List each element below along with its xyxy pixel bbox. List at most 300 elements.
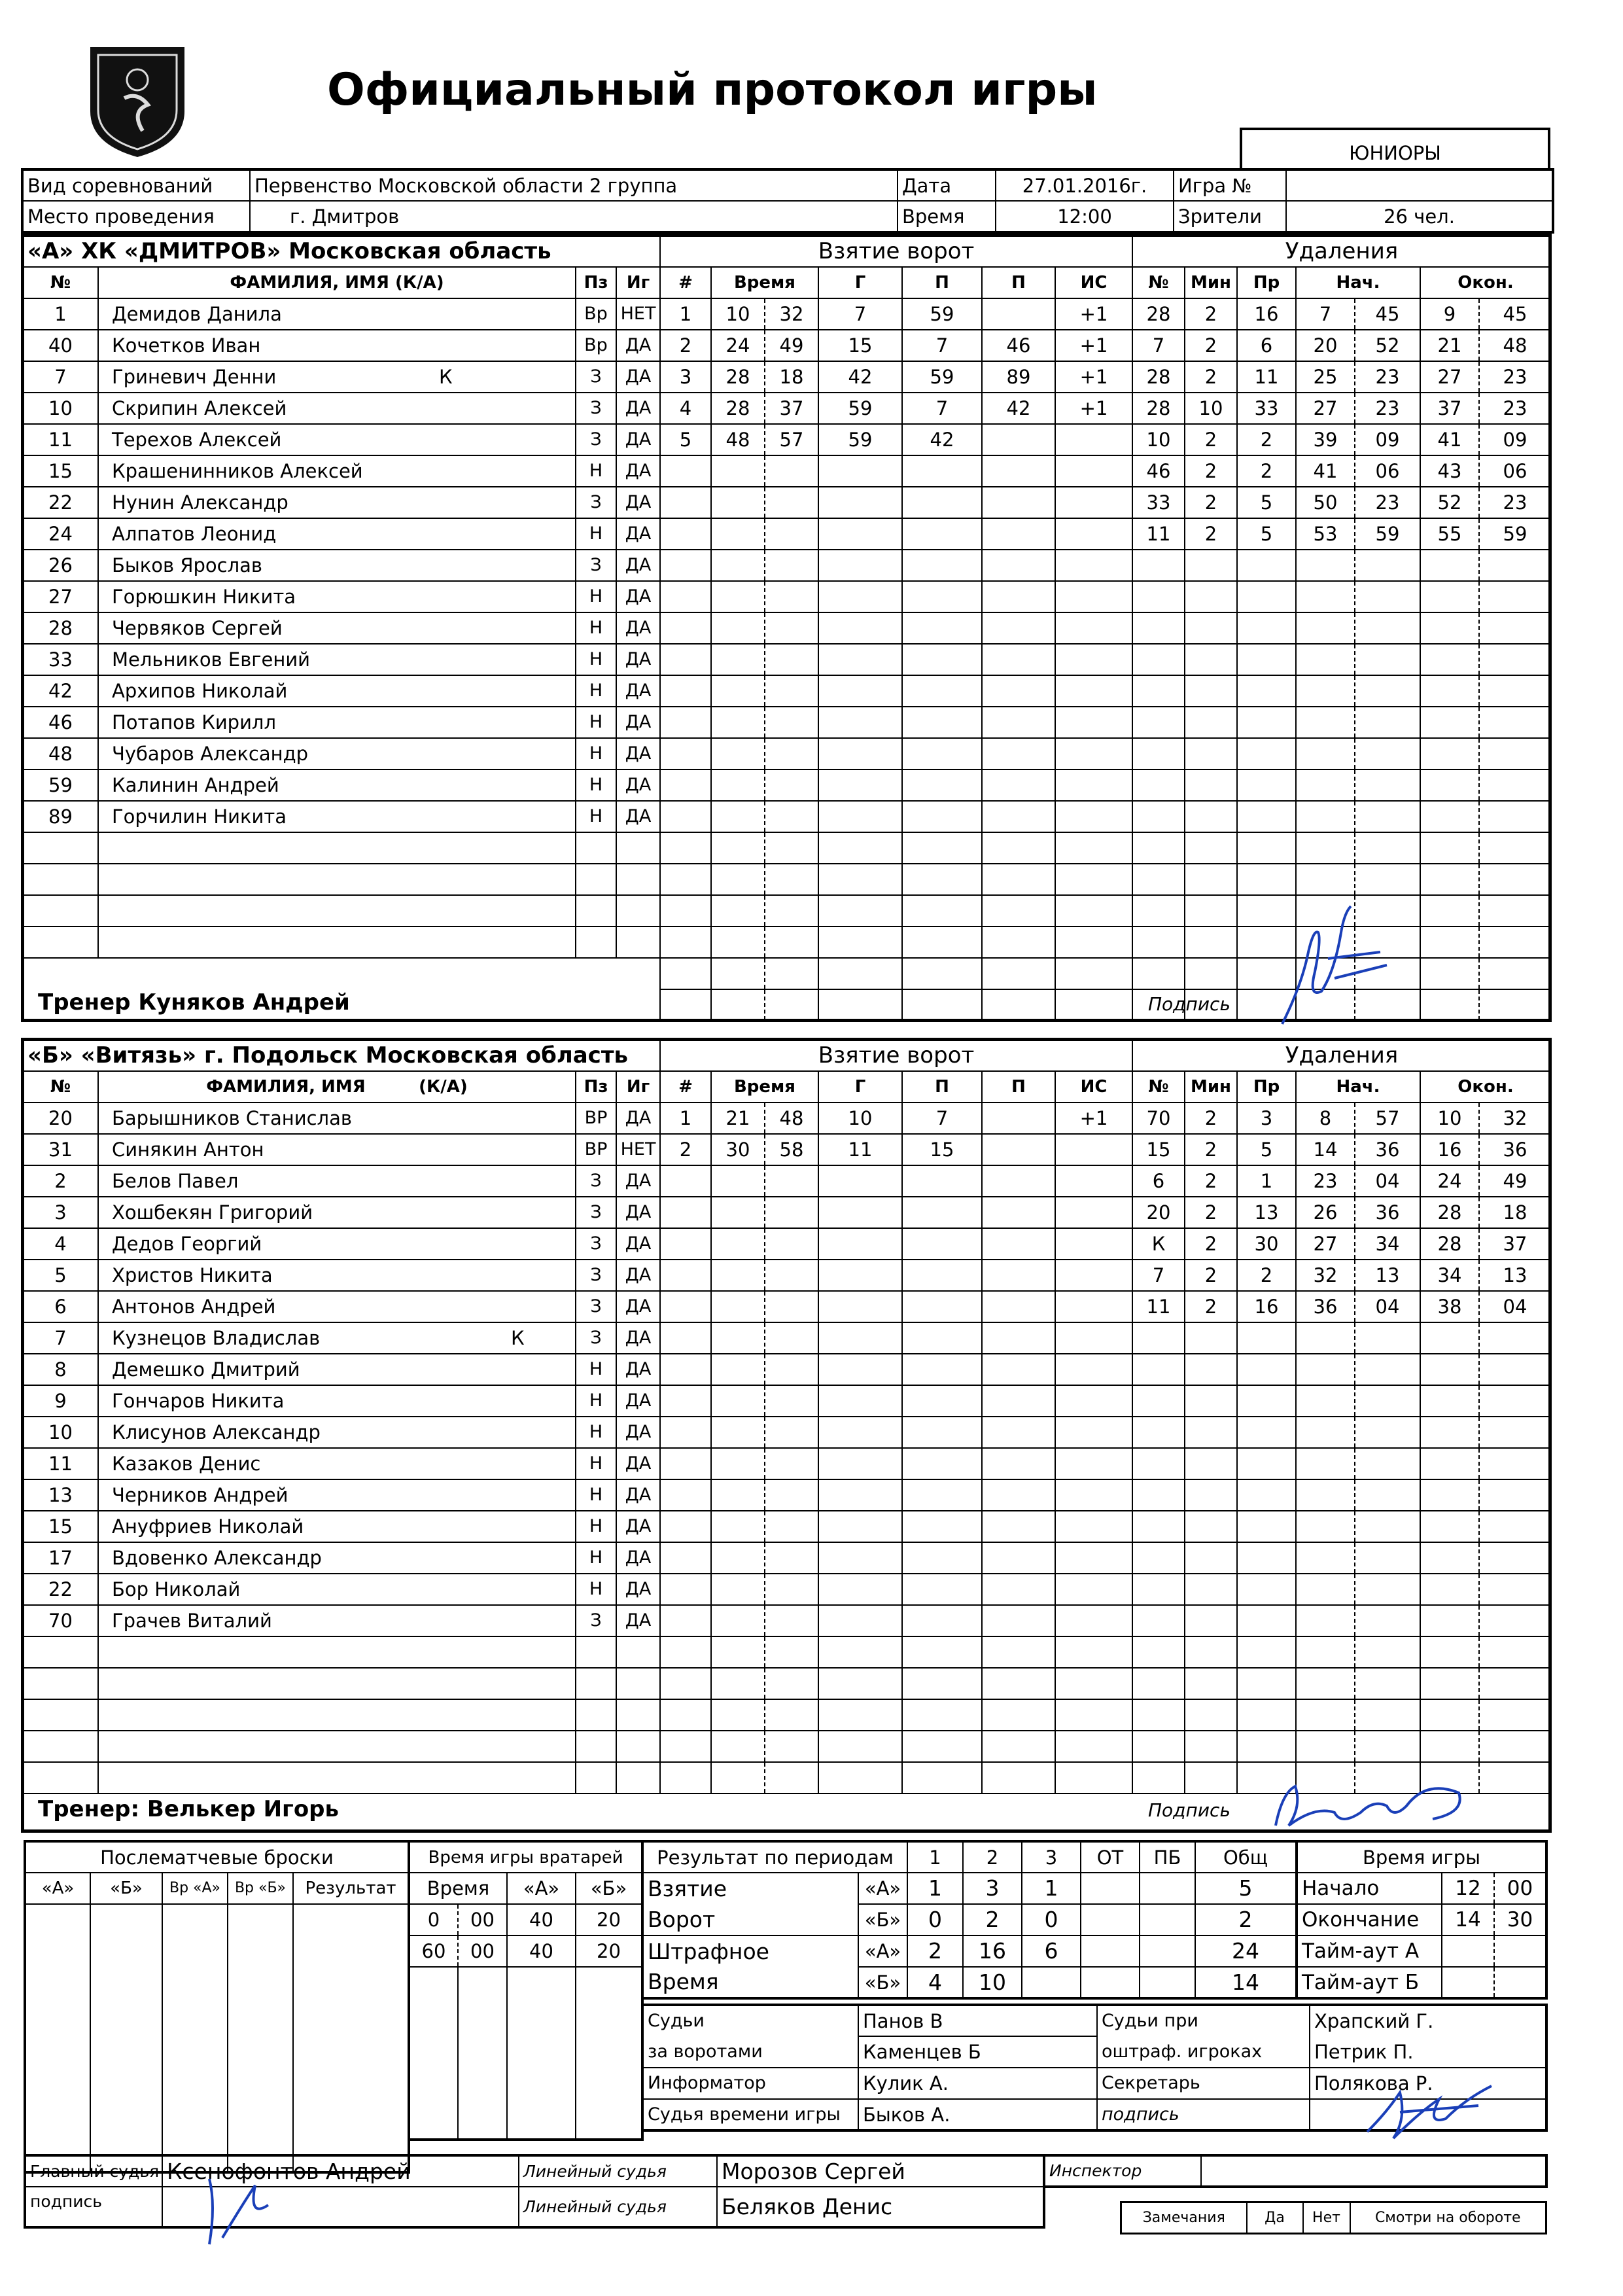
penalty-end-sec — [1479, 550, 1551, 581]
penalty-player: 7 — [1132, 1260, 1185, 1291]
penalty-end-sec: 04 — [1479, 1291, 1551, 1322]
table-row — [660, 769, 1132, 801]
penalty-player: 28 — [1132, 393, 1185, 424]
table-row — [1132, 1479, 1551, 1511]
penalty-player — [1132, 581, 1185, 612]
game-no-label: Игра № — [1174, 169, 1286, 201]
goal-assist-2 — [982, 1448, 1055, 1479]
goal-minute — [711, 1731, 765, 1762]
linesman-1-label: Линейный судья — [519, 2155, 717, 2187]
table-row — [1132, 1542, 1551, 1574]
game-no-value — [1286, 169, 1553, 201]
player-played — [616, 1731, 660, 1762]
penalty-end-min: 10 — [1420, 1103, 1479, 1134]
goal-assist-2 — [982, 1636, 1055, 1668]
player-position: Н — [576, 1354, 616, 1385]
penalty-end-sec: 09 — [1479, 424, 1551, 455]
goal-scorer — [818, 1731, 902, 1762]
goal-minute — [711, 738, 765, 769]
table-row — [23, 707, 660, 738]
player-number: 6 — [23, 1291, 98, 1322]
penalty-player — [1132, 1699, 1185, 1731]
table-row — [23, 644, 660, 675]
table-row — [23, 330, 660, 361]
pim-a-total: 24 — [1195, 1935, 1297, 1967]
penalty-reason: 13 — [1237, 1197, 1296, 1228]
page-title: Официальный протокол игры — [327, 64, 1098, 116]
goal-assist-2 — [982, 1417, 1055, 1448]
player-name-text: Червяков Сергей — [112, 617, 283, 639]
game-start-h: 12 — [1442, 1873, 1494, 1904]
goal-second — [765, 1260, 818, 1291]
player-position: З — [576, 393, 616, 424]
pim-a-so — [1140, 1935, 1195, 1967]
player-played — [616, 927, 660, 958]
penalty-start-min: 20 — [1296, 330, 1355, 361]
penalty-end-sec — [1479, 1574, 1551, 1605]
penalty-player: 11 — [1132, 518, 1185, 550]
goal-assist-2 — [982, 864, 1055, 895]
player-number: 5 — [23, 1260, 98, 1291]
player-played: ДА — [616, 1605, 660, 1636]
goal-situation — [1055, 1134, 1132, 1165]
goal-scorer: 7 — [818, 298, 902, 330]
player-name — [98, 1291, 576, 1322]
player-name-text: Бор Николай — [112, 1578, 241, 1600]
goal-assist-1 — [902, 1511, 982, 1542]
table-row — [660, 1291, 1132, 1322]
penalty-judge-2: Петрик П. — [1310, 2036, 1546, 2068]
player-name-text: Мельников Евгений — [112, 648, 311, 671]
goal-number — [660, 1574, 711, 1605]
player-played: ДА — [616, 644, 660, 675]
goal-assist-1 — [902, 550, 982, 581]
player-position: З — [576, 1322, 616, 1354]
pim-b-p3 — [1022, 1967, 1081, 1998]
goal-assist-2 — [982, 1103, 1055, 1134]
goal-situation — [1055, 1668, 1132, 1699]
periods-table — [641, 1840, 1298, 2000]
pim-b-label: «Б» — [858, 1967, 907, 1998]
penalty-end-sec — [1479, 1731, 1551, 1762]
penalty-start-min — [1296, 1699, 1355, 1731]
goal-second — [765, 864, 818, 895]
table-row — [1132, 612, 1551, 644]
goal-second — [765, 895, 818, 927]
period-col-1: 1 — [907, 1841, 963, 1873]
table-row — [1132, 738, 1551, 769]
goal-scorer — [818, 864, 902, 895]
goal-second — [765, 1385, 818, 1417]
player-number — [23, 1699, 98, 1731]
col-no: № — [23, 1071, 98, 1103]
penalty-start-sec — [1355, 1605, 1420, 1636]
goal-scorer — [818, 644, 902, 675]
goal-situation — [1055, 1291, 1132, 1322]
goal-situation — [1055, 1731, 1132, 1762]
goal-assist-1 — [902, 958, 982, 989]
player-name-text: Алпатов Леонид — [112, 523, 277, 545]
goal-number — [660, 1165, 711, 1197]
goal-assist-1 — [902, 1668, 982, 1699]
penalty-start-sec: 06 — [1355, 455, 1420, 487]
penalty-player — [1132, 1479, 1185, 1511]
player-position: З — [576, 361, 616, 393]
table-row — [23, 1322, 660, 1354]
goal-assist-1 — [902, 989, 982, 1021]
penalty-end-min — [1420, 864, 1479, 895]
player-played: ДА — [616, 1322, 660, 1354]
player-name — [98, 330, 576, 361]
penalty-player — [1132, 1731, 1185, 1762]
penalty-end-sec: 59 — [1479, 518, 1551, 550]
pim-b-p2: 10 — [963, 1967, 1022, 1998]
table-row — [660, 1699, 1132, 1731]
goal-second — [765, 1417, 818, 1448]
penalty-player — [1132, 1354, 1185, 1385]
goal-scorer: 59 — [818, 424, 902, 455]
table-row — [660, 581, 1132, 612]
col-pen-end: Окон. — [1420, 1071, 1551, 1103]
table-row — [660, 1385, 1132, 1417]
penalty-judge-1: Храпский Г. — [1310, 2005, 1546, 2036]
table-row — [23, 1605, 660, 1636]
inspector-table — [1043, 2154, 1548, 2188]
goal-scorer — [818, 895, 902, 927]
goal-scorer — [818, 1448, 902, 1479]
goal-second — [765, 1448, 818, 1479]
player-name-text: Барышников Станислав — [112, 1107, 352, 1129]
player-name-text: Антонов Андрей — [112, 1296, 276, 1318]
table-row — [660, 1574, 1132, 1605]
table-row — [1132, 424, 1551, 455]
penalty-minutes — [1185, 1762, 1237, 1793]
player-position: Н — [576, 769, 616, 801]
penalty-end-min — [1420, 801, 1479, 832]
team-b-goals — [659, 1039, 1133, 1794]
penalty-end-min: 41 — [1420, 424, 1479, 455]
penalty-start-sec — [1355, 1385, 1420, 1417]
col-ka-label: (К/А) — [419, 1077, 468, 1097]
goal-number — [660, 487, 711, 518]
table-row — [23, 581, 660, 612]
player-position — [576, 864, 616, 895]
pim-a-label: «А» — [858, 1935, 907, 1967]
player-number: 10 — [23, 393, 98, 424]
goal-second — [765, 832, 818, 864]
table-row — [660, 1762, 1132, 1793]
goal-situation — [1055, 864, 1132, 895]
penalty-reason: 11 — [1237, 361, 1296, 393]
game-end-m: 30 — [1494, 1904, 1546, 1935]
player-name — [98, 612, 576, 644]
goal-situation — [1055, 1165, 1132, 1197]
penalty-end-min — [1420, 1354, 1479, 1385]
pim-b-so — [1140, 1967, 1195, 1998]
col-goal-no: # — [660, 267, 711, 298]
goal-number: 1 — [660, 1103, 711, 1134]
goal-minute — [711, 1636, 765, 1668]
shootout-col-gb: Вр «Б» — [228, 1873, 293, 1904]
penalty-minutes — [1185, 864, 1237, 895]
goal-minute — [711, 927, 765, 958]
penalty-minutes — [1185, 769, 1237, 801]
spectators-label: Зрители — [1174, 201, 1286, 232]
goal-situation — [1055, 1605, 1132, 1636]
goal-situation — [1055, 958, 1132, 989]
goal-situation: +1 — [1055, 330, 1132, 361]
player-name — [98, 644, 576, 675]
goal-minute — [711, 1228, 765, 1260]
penalty-reason — [1237, 1605, 1296, 1636]
player-number: 11 — [23, 424, 98, 455]
penalty-end-min: 24 — [1420, 1165, 1479, 1197]
goal-assist-2 — [982, 1134, 1055, 1165]
goal-assist-1 — [902, 675, 982, 707]
goal-scorer — [818, 1291, 902, 1322]
goal-assist-2 — [982, 989, 1055, 1021]
goal-number — [660, 832, 711, 864]
period-col-3: 3 — [1022, 1841, 1081, 1873]
player-name — [98, 769, 576, 801]
goal-second — [765, 989, 818, 1021]
penalty-start-sec — [1355, 769, 1420, 801]
team-b-goals-title: Взятие ворот — [660, 1040, 1132, 1071]
player-number: 11 — [23, 1448, 98, 1479]
goal-scorer — [818, 612, 902, 644]
goal-number — [660, 612, 711, 644]
venue-label: Место проведения — [22, 201, 250, 232]
penalty-end-min — [1420, 707, 1479, 738]
goal-minute — [711, 581, 765, 612]
penalty-start-sec: 57 — [1355, 1103, 1420, 1134]
player-played: ДА — [616, 455, 660, 487]
goal-situation — [1055, 1511, 1132, 1542]
player-played: ДА — [616, 1511, 660, 1542]
game-start-m: 00 — [1494, 1873, 1546, 1904]
goal-scorer — [818, 550, 902, 581]
player-number: 48 — [23, 738, 98, 769]
player-name — [98, 1354, 576, 1385]
player-name-text: Хошбекян Григорий — [112, 1201, 313, 1224]
goal-situation — [1055, 1322, 1132, 1354]
penalty-start-sec: 52 — [1355, 330, 1420, 361]
penalty-start-min — [1296, 1731, 1355, 1762]
goal-number — [660, 1762, 711, 1793]
goal-number — [660, 1542, 711, 1574]
player-number: 15 — [23, 1511, 98, 1542]
goal-second — [765, 1731, 818, 1762]
player-name — [98, 832, 576, 864]
player-name — [98, 864, 576, 895]
penalty-end-sec — [1479, 958, 1551, 989]
goal-second — [765, 801, 818, 832]
shootout-col-b: «Б» — [90, 1873, 162, 1904]
penalty-start-sec — [1355, 1479, 1420, 1511]
penalty-start-sec: 23 — [1355, 393, 1420, 424]
penalty-end-min — [1420, 1511, 1479, 1542]
goal-number — [660, 644, 711, 675]
table-row — [1132, 518, 1551, 550]
penalty-start-sec — [1355, 738, 1420, 769]
penalty-minutes — [1185, 612, 1237, 644]
player-number: 59 — [23, 769, 98, 801]
penalty-minutes: 2 — [1185, 1228, 1237, 1260]
player-played: ДА — [616, 1417, 660, 1448]
penalty-reason: 2 — [1237, 1260, 1296, 1291]
col-goal-situation: ИС — [1055, 267, 1132, 298]
timekeeper-label: Судья времени игры — [642, 2099, 858, 2130]
table-row — [1132, 1731, 1551, 1762]
goal-assist-2 — [982, 1668, 1055, 1699]
penalty-end-sec: 23 — [1479, 361, 1551, 393]
player-played: ДА — [616, 1354, 660, 1385]
player-name-text: Терехов Алексей — [112, 429, 282, 451]
table-row — [23, 298, 660, 330]
goal-assist-2 — [982, 1228, 1055, 1260]
penalty-reason — [1237, 738, 1296, 769]
player-name-text: Синякин Антон — [112, 1139, 264, 1161]
col-pen-start: Нач. — [1296, 267, 1420, 298]
penalty-start-sec — [1355, 1668, 1420, 1699]
table-row — [660, 1103, 1132, 1134]
goal-scorer — [818, 1699, 902, 1731]
table-row — [23, 1354, 660, 1385]
player-name — [98, 393, 576, 424]
penalty-end-sec — [1479, 989, 1551, 1021]
penalty-start-sec — [1355, 581, 1420, 612]
table-row — [660, 675, 1132, 707]
player-name — [98, 1762, 576, 1793]
goal-assist-2 — [982, 298, 1055, 330]
goal-number — [660, 1479, 711, 1511]
penalty-start-min: 41 — [1296, 455, 1355, 487]
goal-situation — [1055, 1354, 1132, 1385]
player-name — [98, 361, 576, 393]
player-position: Н — [576, 1417, 616, 1448]
table-row — [23, 927, 660, 958]
penalty-start-sec: 59 — [1355, 518, 1420, 550]
player-played: ДА — [616, 1260, 660, 1291]
player-number: 8 — [23, 1354, 98, 1385]
table-row — [1132, 1228, 1551, 1260]
player-number — [23, 1762, 98, 1793]
player-number: 40 — [23, 330, 98, 361]
penalty-end-min — [1420, 550, 1479, 581]
goal-scorer — [818, 1668, 902, 1699]
penalty-reason — [1237, 1479, 1296, 1511]
col-pos: Пз — [576, 1071, 616, 1103]
goal-second — [765, 927, 818, 958]
league-logo — [85, 39, 190, 160]
penalty-start-sec: 09 — [1355, 424, 1420, 455]
venue-value: г. Дмитров — [250, 201, 898, 232]
table-row — [660, 1417, 1132, 1448]
player-number: 26 — [23, 550, 98, 581]
player-name-text: Черников Андрей — [112, 1484, 288, 1506]
player-position: З — [576, 1228, 616, 1260]
penalty-player — [1132, 1668, 1185, 1699]
goal-minute — [711, 958, 765, 989]
goal-minute — [711, 989, 765, 1021]
col-goal-time: Время — [711, 267, 818, 298]
player-number: 17 — [23, 1542, 98, 1574]
goal-situation — [1055, 927, 1132, 958]
goal-situation — [1055, 1448, 1132, 1479]
goal-minute — [711, 864, 765, 895]
player-played: ДА — [616, 1197, 660, 1228]
player-name-text: Ануфриев Николай — [112, 1515, 304, 1538]
penalty-player — [1132, 675, 1185, 707]
category-box — [1240, 128, 1550, 168]
penalty-minutes: 2 — [1185, 1103, 1237, 1134]
col-goal-assist-1: П — [902, 1071, 982, 1103]
penalty-end-min: 28 — [1420, 1228, 1479, 1260]
penalty-player: 70 — [1132, 1103, 1185, 1134]
goal-scorer — [818, 1762, 902, 1793]
goal-minute: 48 — [711, 424, 765, 455]
player-name — [98, 675, 576, 707]
goal-situation — [1055, 675, 1132, 707]
table-row — [660, 1260, 1132, 1291]
penalty-start-sec — [1355, 1322, 1420, 1354]
goal-minute — [711, 707, 765, 738]
goal-scorer: 59 — [818, 393, 902, 424]
period-col-2: 2 — [963, 1841, 1022, 1873]
header-table — [21, 168, 1554, 234]
penalty-player — [1132, 738, 1185, 769]
penalty-end-min: 9 — [1420, 298, 1479, 330]
goal-situation — [1055, 518, 1132, 550]
penalty-end-min: 37 — [1420, 393, 1479, 424]
table-row — [23, 801, 660, 832]
player-played: ДА — [616, 612, 660, 644]
table-row — [23, 1448, 660, 1479]
penalty-minutes — [1185, 1385, 1237, 1417]
goal-minute: 21 — [711, 1103, 765, 1134]
goal-minute — [711, 1668, 765, 1699]
player-name — [98, 1134, 576, 1165]
goal-scorer — [818, 769, 902, 801]
penalty-reason: 1 — [1237, 1165, 1296, 1197]
pim-b-p1: 4 — [907, 1967, 963, 1998]
goal-minute — [711, 1574, 765, 1605]
goal-scorer — [818, 1165, 902, 1197]
penalty-minutes: 2 — [1185, 1165, 1237, 1197]
goal-situation — [1055, 738, 1132, 769]
goal-scorer — [818, 1605, 902, 1636]
penalty-reason — [1237, 644, 1296, 675]
player-position: ВР — [576, 1103, 616, 1134]
player-position: Н — [576, 801, 616, 832]
remarks-label: Замечания — [1121, 2202, 1247, 2234]
penalty-minutes — [1185, 1574, 1237, 1605]
goal-assist-1 — [902, 644, 982, 675]
shootout-table — [24, 1840, 410, 2174]
goal-assist-2 — [982, 738, 1055, 769]
goal-assist-2 — [982, 895, 1055, 927]
penalty-start-min — [1296, 707, 1355, 738]
goal-scorer — [818, 487, 902, 518]
penalty-start-sec — [1355, 832, 1420, 864]
player-position: З — [576, 1291, 616, 1322]
goal-number — [660, 1511, 711, 1542]
goal-scorer — [818, 1542, 902, 1574]
col-name-label: ФАМИЛИЯ, ИМЯ — [206, 1077, 366, 1097]
goal-scorer — [818, 675, 902, 707]
goal-situation — [1055, 1762, 1132, 1793]
goal-number: 5 — [660, 424, 711, 455]
